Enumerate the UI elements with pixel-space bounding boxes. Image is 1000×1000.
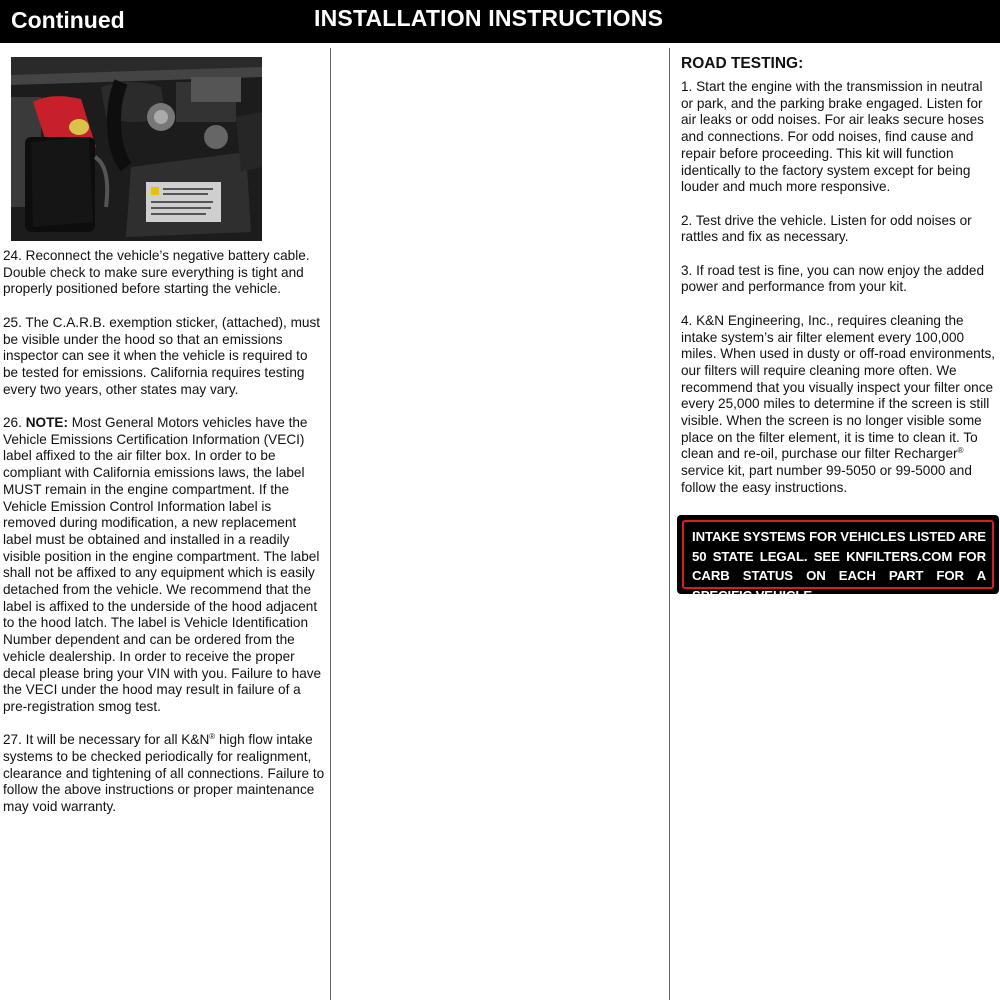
step-27-text-a: 27. It will be necessary for all K&N (3, 732, 210, 748)
road-test-item-1: 1. Start the engine with the transmission in neutral or park, and the parking brake engaged. Listen for air leaks or odd noises. For air leaks secure hoses and connections. For odd noises, find cause and repair before proceeding. This kit will function identically to the factory system except for being louder and much more responsive. (681, 79, 984, 195)
road-test-item-2: 2. Test drive the vehicle. Listen for odd noises or rattles and fix as necessary. (681, 212, 972, 245)
right-column (681, 55, 997, 513)
item-4-text-a: 4. K&N Engineering, Inc., requires cleaning the intake system’s air filter element every 100,000 miles. When used in dusty or off-road environments, our filters will require cleaning more often. We recommend that you visually inspect your filter once every 25,000 miles to determine if the screen is still visible. When the screen is no longer visible some place on the filter element, it is time to clean it. To clean and re-oil, purchase our filter Recharger (681, 312, 996, 462)
step-27 (3, 732, 325, 816)
engine-bay-photo (11, 57, 262, 241)
road-testing-heading: ROAD TESTING: (681, 55, 804, 72)
step-26 (3, 415, 325, 716)
page-header (0, 0, 1000, 43)
step-25: 25. The C.A.R.B. exemption sticker, (attached), must be visible under the hood so that an emissions inspector can see it when the vehicle is required to be tested for emissions. California requires testing every two years, other states may vary. (3, 314, 321, 397)
registered-mark: ® (209, 732, 216, 742)
item-4-text-b: service kit, part number 99-5050 or 99-5000 and follow the easy instructions. (681, 463, 972, 495)
column-divider-right (669, 48, 670, 1000)
carb-notice-text: INTAKE SYSTEMS FOR VEHICLES LISTED ARE 50 STATE LEGAL. SEE KNFILTERS.COM FOR CARB STATUS ON EACH PART FOR A SPECIFIC VEHICLE. (682, 520, 994, 589)
registered-mark: ® (957, 446, 964, 456)
step-27-text-b: high flow intake systems to be checked periodically for realignment, clearance and tightening of all connections. Failure to follow the above instructions or proper maintenance may void warranty. (3, 732, 325, 815)
left-column (3, 248, 325, 833)
step-24: 24. Reconnect the vehicle’s negative battery cable. Double check to make sure everything is tight and properly positioned before starting the vehicle. (3, 248, 310, 297)
column-divider-left (330, 48, 331, 1000)
road-test-item-4 (681, 313, 997, 497)
note-label: NOTE: (25, 415, 68, 430)
page-title: INSTALLATION INSTRUCTIONS (314, 5, 664, 31)
continued-label: Continued (11, 7, 125, 33)
road-test-item-3: 3. If road test is fine, you can now enjoy the added power and performance from your kit. (681, 262, 985, 295)
carb-notice-box (677, 515, 999, 603)
step-26-number: 26. (3, 415, 26, 430)
step-26-text: Most General Motors vehicles have the Vehicle Emissions Certification Information (VECI) label affixed to the air filter box. In order to be compliant with California emissions laws, the label MUST remain in the engine compartment. If the Vehicle Emission Control Information label is removed during modification, a new replacement label must be obtained and installed in a readily visible position in the engine compartment. The label shall not be affixed to any equipment which is easily detached from the vehicle. We recommend that the label is affixed to the underside of the hood adjacent to the hood latch. The label is Vehicle Identification Number dependent and can be ordered from the vehicle dealership. In order to receive the proper decal please bring your VIN with you. Failure to have the VECI under the hood may result in failure of a pre-registration smog test. (3, 415, 322, 714)
